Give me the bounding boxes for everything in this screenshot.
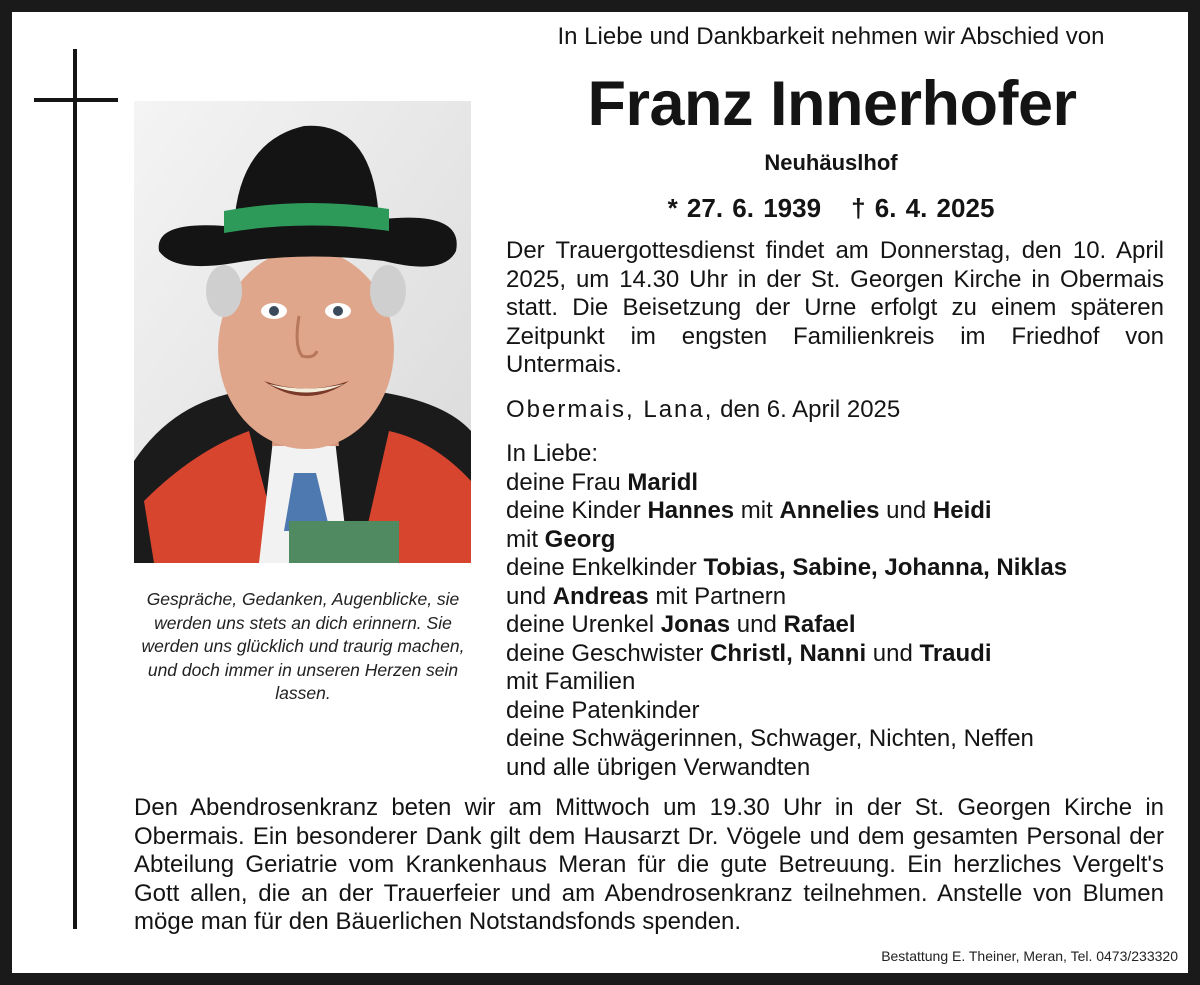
mourners-line: deine Frau Maridl bbox=[506, 468, 699, 496]
place-date-line bbox=[506, 395, 900, 425]
life-dates bbox=[506, 192, 1156, 224]
mourners-line: und alle übrigen Verwandten bbox=[506, 753, 811, 781]
intro-line: In Liebe und Dankbarkeit nehmen wir Abschied von bbox=[557, 23, 1105, 50]
cross-icon-horizontal-bar bbox=[34, 98, 118, 102]
deceased-name: Franz Innerhofer bbox=[587, 69, 1077, 139]
portrait-photo bbox=[134, 101, 471, 563]
mourners-line: deine Kinder Hannes mit Annelies und Heidi bbox=[506, 497, 992, 524]
memorial-quote: Gespräche, Gedanken, Augenblicke, sie werden uns stets an dich erinnern. Sie werden uns glücklich und traurig machen, und doch immer in unseren Herzen sein lassen. bbox=[141, 589, 465, 703]
cross-icon-vertical-bar bbox=[73, 49, 77, 929]
mourners-line: mit Familien bbox=[506, 668, 636, 695]
death-date: † 6. 4. 2025 bbox=[851, 193, 995, 223]
undertaker-credit: Bestattung E. Theiner, Meran, Tel. 0473/233320 bbox=[881, 948, 1178, 964]
place-towns: Obermais, Lana, bbox=[506, 396, 714, 423]
birth-date: * 27. 6. 1939 bbox=[667, 193, 822, 223]
closing-text: Den Abendrosenkranz beten wir am Mittwoch um 19.30 Uhr in der St. Georgen Kirche in Obermais. Ein besonderer Dank gilt dem Hausarzt Dr. Vögele und dem gesamten Personal der Abteilung Geriatrie vom Krankenhaus Meran für die gute Betreuung. Ein herzliches Vergelt's Gott allen, die an der Trauerfeier und am Abendrosenkranz teilnehmen. Anstelle von Blumen möge man für den Bäuerlichen Notstandsfonds spenden. bbox=[134, 794, 1164, 935]
mourners-list bbox=[506, 440, 1186, 782]
mourners-line: deine Schwägerinnen, Schwager, Nichten, Neffen bbox=[506, 725, 1034, 752]
mourners-line: deine Patenkinder bbox=[506, 696, 700, 724]
farm-name: Neuhäuslhof bbox=[764, 150, 898, 175]
mourners-line: und Andreas mit Partnern bbox=[506, 582, 787, 610]
mourners-line: mit Georg bbox=[506, 525, 616, 553]
place-date: den 6. April 2025 bbox=[720, 396, 901, 423]
funeral-service-text: Der Trauergottesdienst findet am Donnerstag, den 10. April 2025, um 14.30 Uhr in der St. Georgen Kirche in Obermais statt. Die Beisetzung der Urne erfolgt zu einem späteren Zeitpunkt im engsten Familienkreis im Friedhof von Untermais. bbox=[506, 237, 1164, 378]
mourners-line: deine Geschwister Christl, Nanni und Traudi bbox=[506, 639, 992, 667]
mourners-line: deine Urenkel Jonas und Rafael bbox=[506, 611, 856, 638]
mourners-heading: In Liebe: bbox=[506, 440, 599, 467]
mourners-line: deine Enkelkinder Tobias, Sabine, Johanna, Niklas bbox=[506, 554, 1068, 581]
